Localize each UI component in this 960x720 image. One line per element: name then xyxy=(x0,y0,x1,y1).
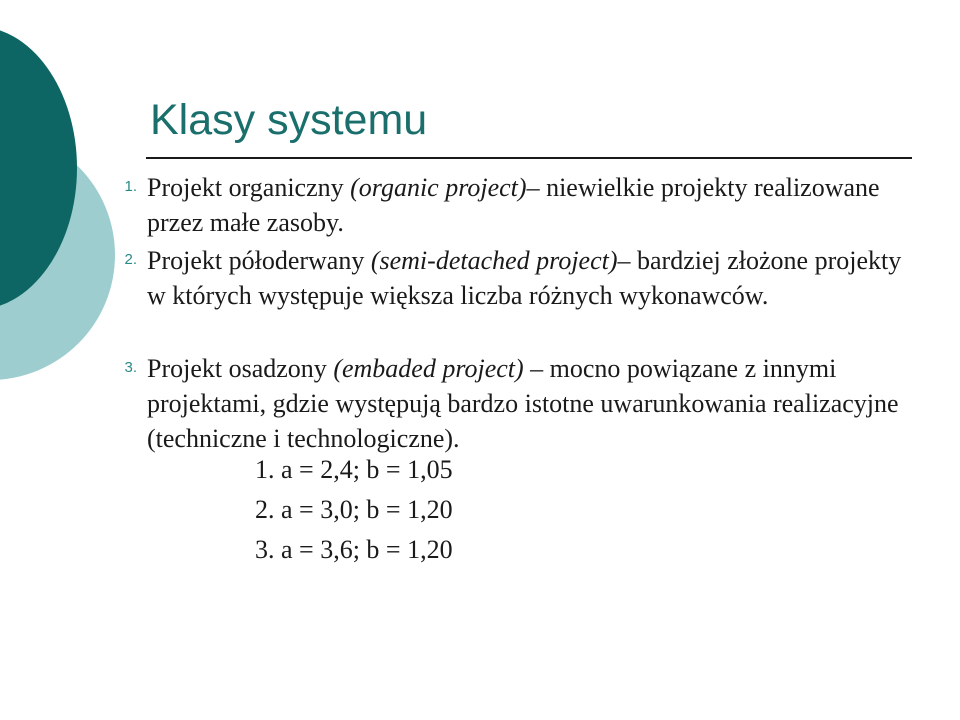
coefficient-line: 2. a = 3,0; b = 1,20 xyxy=(255,495,453,524)
coefficient-line: 1. a = 2,4; b = 1,05 xyxy=(255,455,453,484)
item-emphasis: (semi-detached project) xyxy=(370,246,618,275)
item-lead: Projekt osadzony xyxy=(147,354,334,383)
item-description: – mocno powiązane z innymi projektami, gdzie występują bardzo istotne uwarunkowania realizacyjne (techniczne i technologiczne). xyxy=(147,354,899,453)
list-number: 2. xyxy=(124,251,137,268)
teal-circles-decoration xyxy=(0,0,140,400)
coefficient-line: 3. a = 3,6; b = 1,20 xyxy=(255,535,453,564)
list-number: 3. xyxy=(124,359,137,376)
list-item-text xyxy=(147,170,917,240)
item-description: – bardziej złożone projekty w których występuje większa liczba różnych wykonawców. xyxy=(147,246,902,310)
item-emphasis: (organic project) xyxy=(350,173,527,202)
list-item-text xyxy=(147,351,917,456)
item-emphasis: (embaded project) xyxy=(333,354,524,383)
title-divider xyxy=(146,157,912,159)
item-description: – niewielkie projekty realizowane przez małe zasoby. xyxy=(147,173,880,237)
item-lead: Projekt organiczny xyxy=(147,173,351,202)
list-number: 1. xyxy=(124,178,137,195)
slide-title: Klasy systemu xyxy=(150,96,428,144)
coefficients-list xyxy=(255,450,453,570)
item-lead: Projekt półoderwany xyxy=(147,246,371,275)
list-item-text xyxy=(147,243,917,313)
